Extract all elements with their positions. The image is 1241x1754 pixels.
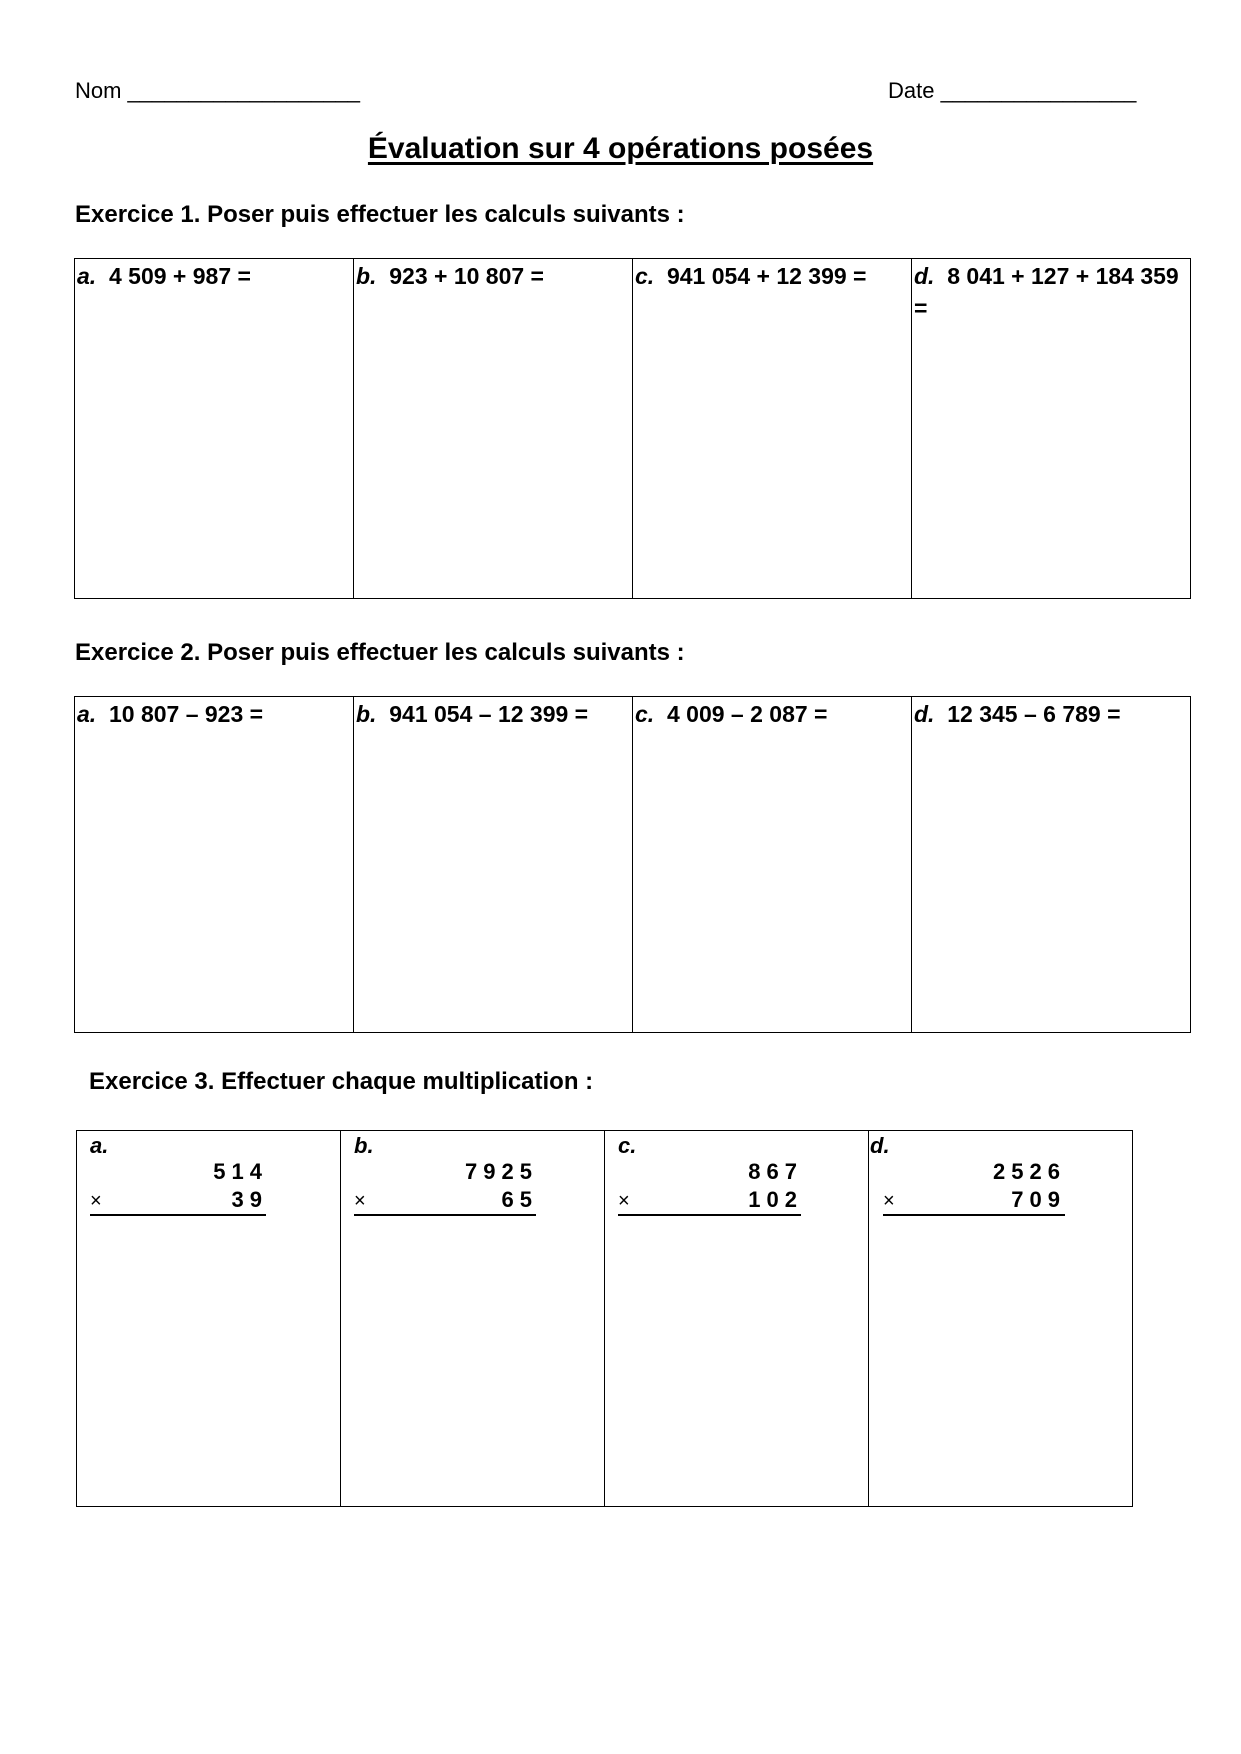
exercise-2-cell-b[interactable] (354, 697, 633, 1033)
result-line (354, 1214, 536, 1216)
exercise-3-heading: Exercice 3. Effectuer chaque multiplication : (89, 1068, 594, 1095)
item-label: b. (356, 701, 377, 727)
exercise-3-cell-c[interactable] (605, 1131, 869, 1507)
item-expression: 4 009 – 2 087 = (666, 701, 828, 727)
item-expression: 10 807 – 923 = (108, 701, 264, 727)
page-title: Évaluation sur 4 opérations posées (367, 132, 874, 165)
multiplicand: 514 (213, 1159, 268, 1184)
exercise-3-cell-a[interactable] (77, 1131, 341, 1507)
item-label: d. (914, 701, 935, 727)
multiply-sign: × (354, 1190, 366, 1212)
date-field: Date ________________ (888, 78, 1137, 103)
exercise-1-cell-a[interactable] (75, 259, 354, 599)
exercise-2-cell-a[interactable] (75, 697, 354, 1033)
multiplicand: 2526 (993, 1159, 1066, 1184)
exercise-2-cell-c[interactable] (633, 697, 912, 1033)
multiply-sign: × (618, 1190, 630, 1212)
multiplier: 102 (748, 1187, 803, 1212)
exercise-1-cell-b[interactable] (354, 259, 633, 599)
multiplier: 709 (1011, 1187, 1066, 1212)
item-expression: 941 054 – 12 399 = (389, 701, 589, 727)
multiplicand: 867 (748, 1159, 803, 1184)
exercise-1-cell-d[interactable] (912, 259, 1191, 599)
exercise-3-cell-d[interactable] (869, 1131, 1133, 1507)
item-label: c. (618, 1133, 637, 1158)
item-expression: 4 509 + 987 = (108, 263, 251, 289)
exercise-1-table (74, 258, 1191, 599)
item-expression: 8 041 + 127 + 184 359 = (914, 263, 1179, 321)
item-label: a. (77, 701, 97, 727)
item-label: d. (914, 263, 935, 289)
exercise-1-cell-c[interactable] (633, 259, 912, 599)
multiply-sign: × (883, 1190, 895, 1212)
item-label: c. (635, 263, 655, 289)
multiplier: 65 (501, 1187, 538, 1212)
item-expression: 12 345 – 6 789 = (947, 701, 1121, 727)
result-line (883, 1214, 1065, 1216)
item-label: c. (635, 701, 655, 727)
item-label: d. (870, 1133, 890, 1158)
exercise-1-heading: Exercice 1. Poser puis effectuer les calculs suivants : (75, 201, 685, 228)
result-line (618, 1214, 801, 1216)
multiplier: 39 (231, 1187, 268, 1212)
result-line (90, 1214, 266, 1216)
exercise-2-table (74, 696, 1191, 1033)
name-field: Nom ___________________ (75, 78, 361, 103)
item-expression: 923 + 10 807 = (389, 263, 544, 289)
item-label: b. (356, 263, 377, 289)
exercise-2-heading: Exercice 2. Poser puis effectuer les calculs suivants : (75, 639, 685, 666)
exercise-2-cell-d[interactable] (912, 697, 1191, 1033)
item-expression: 941 054 + 12 399 = (666, 263, 867, 289)
item-label: b. (354, 1133, 374, 1158)
item-label: a. (90, 1133, 109, 1158)
exercise-3-cell-b[interactable] (341, 1131, 605, 1507)
multiply-sign: × (90, 1190, 102, 1212)
exercise-3-table (76, 1130, 1133, 1507)
item-label: a. (77, 263, 97, 289)
multiplicand: 7925 (465, 1159, 538, 1184)
